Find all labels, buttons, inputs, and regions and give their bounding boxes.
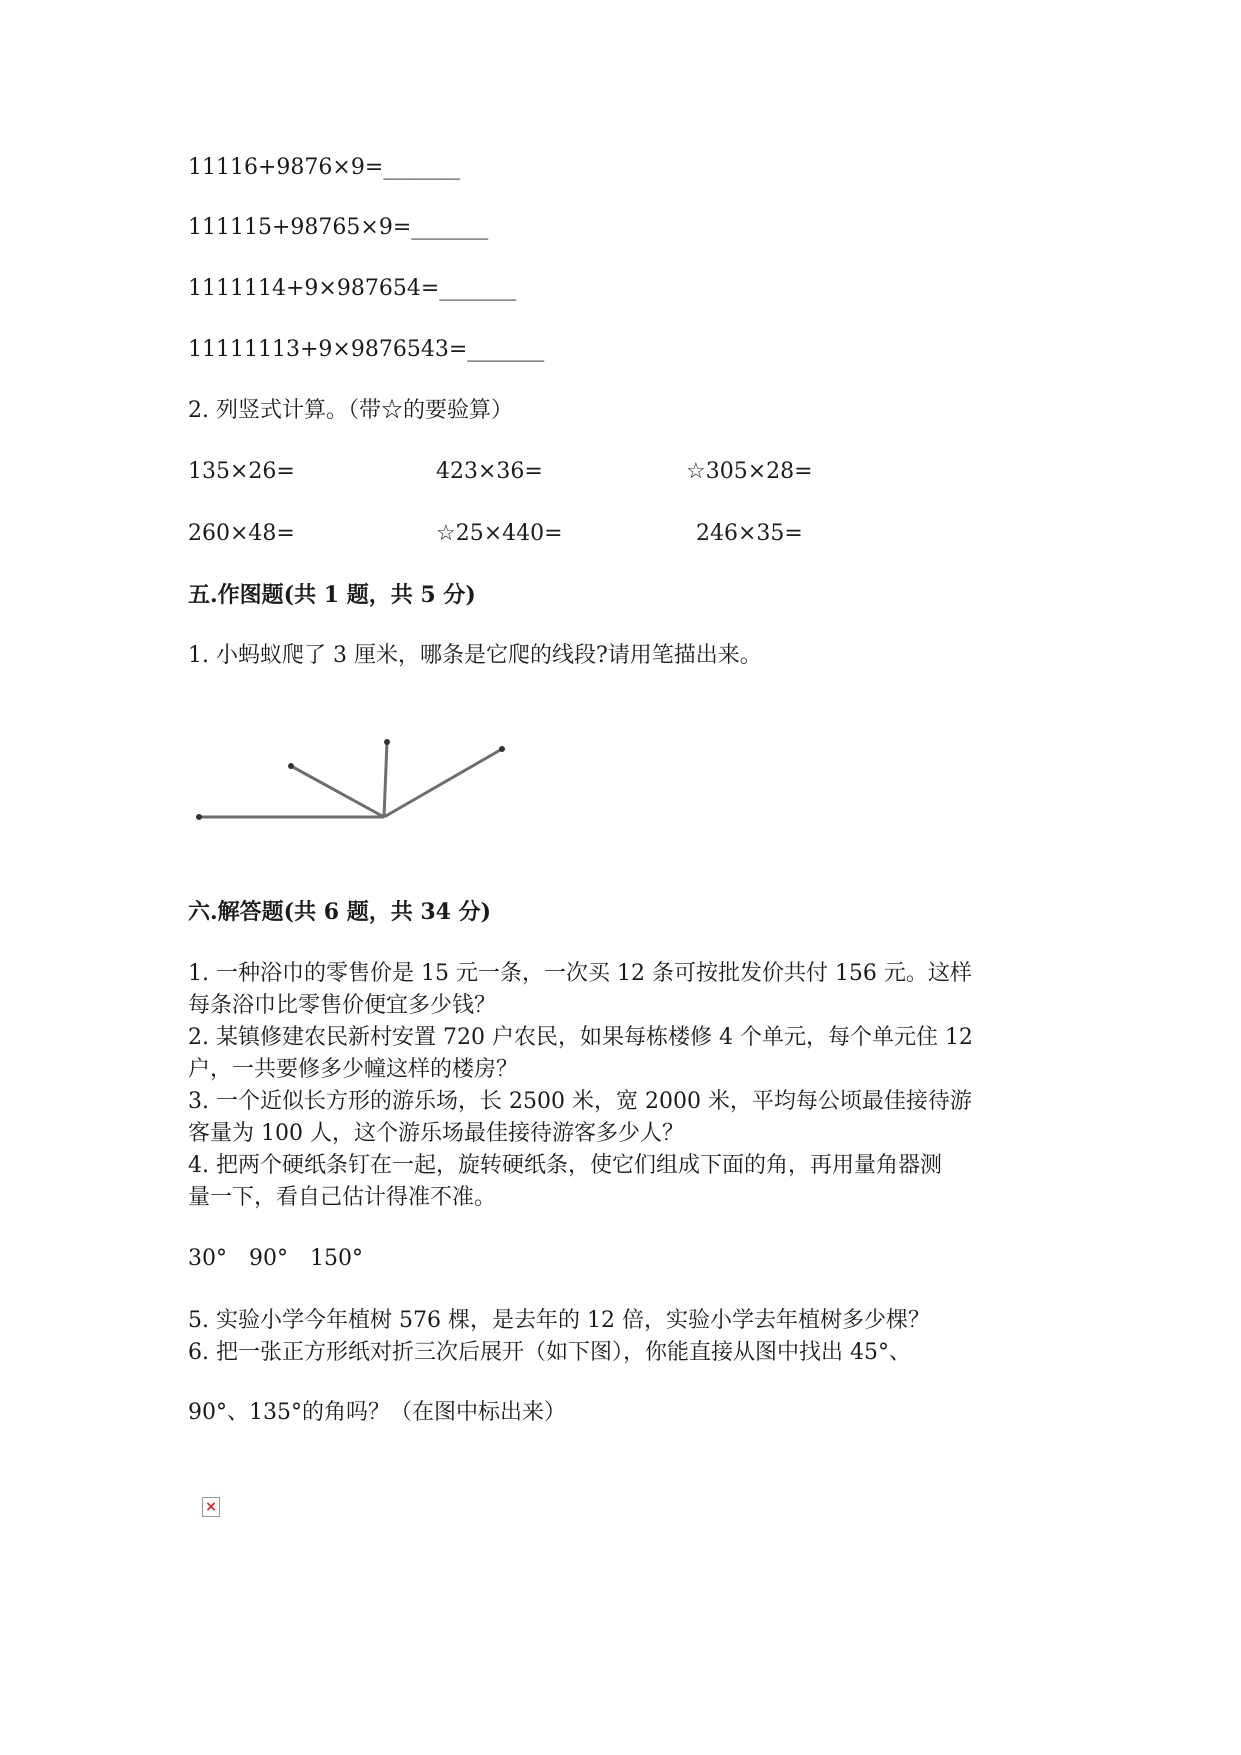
segment-left bbox=[291, 766, 384, 817]
section6-q2-line1: 2. 某镇修建农民新村安置 720 户农民，如果每栋楼修 4 个单元，每个单元住 12 bbox=[188, 1025, 973, 1050]
calc-line-2: 111115+98765×9=_______ bbox=[188, 215, 489, 240]
calc-line-4: 11111113+9×9876543=_______ bbox=[188, 337, 545, 362]
section6-q4 bbox=[188, 1150, 1058, 1214]
section6-q5: 5. 实验小学今年植树 576 棵，是去年的 12 倍，实验小学去年植树多少棵？ bbox=[188, 1308, 930, 1333]
section6-q1-line2: 每条浴巾比零售价便宜多少钱？ bbox=[188, 993, 497, 1018]
broken-image-icon: × bbox=[202, 1497, 220, 1517]
endpoint-right bbox=[499, 746, 505, 752]
q2-item-4: 260×48= bbox=[188, 521, 295, 546]
section6-q1 bbox=[188, 958, 1058, 1022]
section6-q4-line2: 量一下，看自己估计得准不准。 bbox=[188, 1185, 497, 1210]
q2-item-1: 135×26= bbox=[188, 459, 295, 484]
section6-q3-line1: 3. 一个近似长方形的游乐场，长 2500 米，宽 2000 米，平均每公顷最佳接待游 bbox=[188, 1089, 972, 1114]
endpoint-left bbox=[288, 763, 294, 769]
section5-heading: 五.作图题(共 1 题，共 5 分) bbox=[188, 582, 476, 608]
section6-q3 bbox=[188, 1086, 1058, 1150]
section6-q3-line2: 客量为 100 人，这个游乐场最佳接待游客多少人？ bbox=[188, 1121, 684, 1146]
section6-q4-line1: 4. 把两个硬纸条钉在一起，旋转硬纸条，使它们组成下面的角，再用量角器测 bbox=[188, 1153, 942, 1178]
section6-q6-line2: 90°、135°的角吗？（在图中标出来） bbox=[188, 1400, 566, 1425]
section6-q2-line2: 户，一共要修多少幢这样的楼房？ bbox=[188, 1057, 519, 1082]
segment-vertical bbox=[384, 742, 387, 817]
section6-q1-line1: 1. 一种浴巾的零售价是 15 元一条，一次买 12 条可按批发价共付 156 元。这样 bbox=[188, 961, 972, 986]
q2-item-2: 423×36= bbox=[436, 459, 543, 484]
calc-line-1: 11116+9876×9=_______ bbox=[188, 155, 461, 180]
calc-line-3: 1111114+9×987654=_______ bbox=[188, 276, 517, 301]
endpoint-horizontal bbox=[196, 814, 202, 820]
section5-q1: 1. 小蚂蚁爬了 3 厘米，哪条是它爬的线段?请用笔描出来。 bbox=[188, 643, 762, 668]
section6-q6-line1: 6. 把一张正方形纸对折三次后展开（如下图），你能直接从图中找出 45°、 bbox=[188, 1340, 911, 1365]
endpoint-vertical bbox=[384, 739, 390, 745]
q2-item-5: ☆25×440= bbox=[436, 521, 563, 546]
q2-item-3: ☆305×28= bbox=[686, 459, 813, 484]
section6-angles: 30° 90° 150° bbox=[188, 1246, 363, 1271]
q2-title: 2. 列竖式计算。（带☆的要验算） bbox=[188, 398, 513, 423]
segment-right bbox=[384, 749, 502, 817]
section6-q2 bbox=[188, 1022, 1058, 1086]
q2-item-6: 246×35= bbox=[696, 521, 803, 546]
line-segments-figure bbox=[188, 715, 528, 845]
section6-heading: 六.解答题(共 6 题，共 34 分) bbox=[188, 899, 492, 925]
